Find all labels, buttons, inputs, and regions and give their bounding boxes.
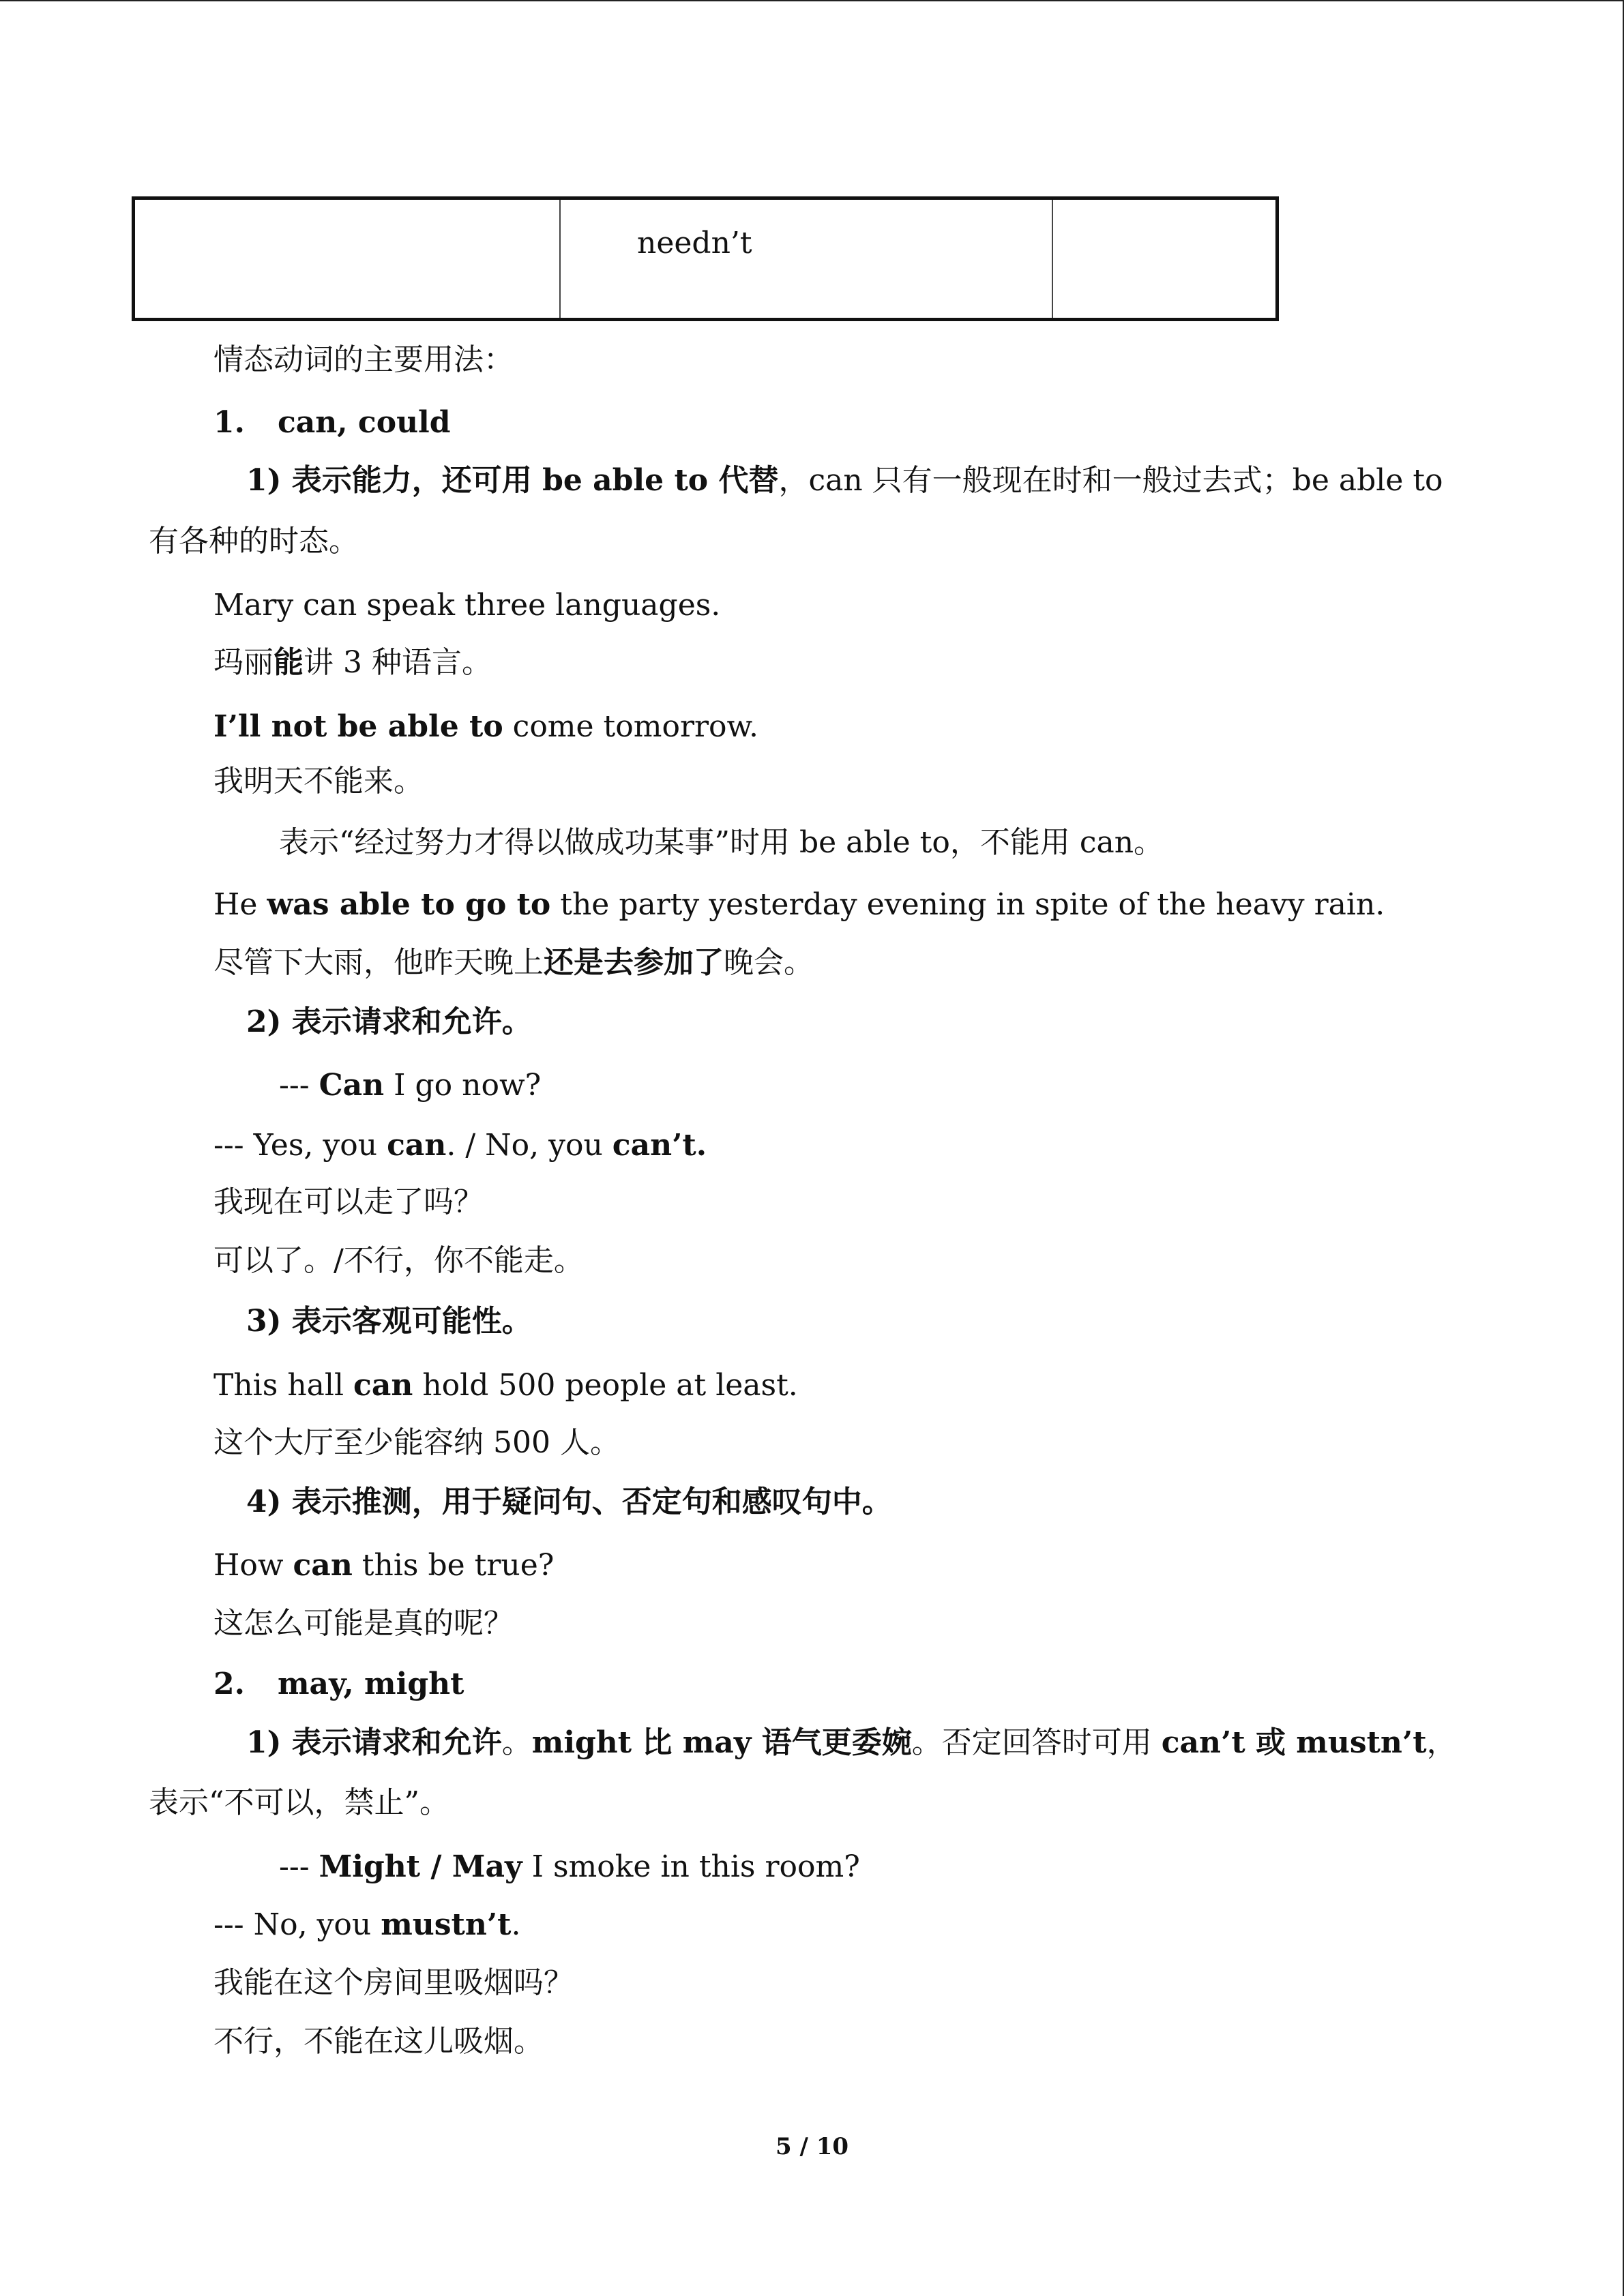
text-run: --- [279,1068,319,1103]
text-line [213,586,720,625]
text-run: 情态动词的主要用法： [213,342,514,377]
text-line [213,644,492,682]
text-run: 这怎么可能是真的呢？ [213,1606,514,1641]
text-run: 4) 表示推测，用于疑问句、否定句和感叹句中。 [246,1485,892,1519]
text-line [246,1302,532,1341]
text-run: 表示“经过努力才得以做成功某事”时用 be able to，不能用 can。 [279,825,1164,860]
text-run: can’t. [612,1128,707,1163]
text-run: ， [1426,1725,1457,1760]
text-run: I smoke in this room? [522,1849,860,1884]
page-number: 5 / 10 [775,2133,849,2160]
text-line [213,1127,707,1165]
text-run: 不行，不能在这儿吸烟。 [213,2024,544,2059]
table-fragment [132,196,1279,321]
text-run: may, might [278,1667,464,1701]
text-line [213,1367,798,1405]
text-run: --- Yes, you [213,1128,387,1163]
text-run: He [213,887,267,922]
text-line [213,1964,574,2002]
list-number: 2. [213,1667,245,1701]
text-line [213,404,451,442]
text-run: Can [319,1068,385,1103]
text-line [213,2023,544,2061]
text-line [279,1848,860,1886]
text-run: 能 [274,645,304,680]
text-run: This hall [213,1368,354,1403]
text-line [213,1906,521,1944]
text-run: 我现在可以走了吗？ [213,1184,484,1219]
text-run: was able to go to [267,887,551,922]
text-run: can’t 或 mustn’t [1161,1725,1427,1760]
text-run: can [293,1548,353,1583]
text-run: Mary can speak three languages. [213,588,721,623]
text-run: 。否定回答时可用 [911,1725,1162,1760]
text-line [213,762,424,801]
text-run: 。 [501,1725,532,1760]
text-run: 讲 3 种语言。 [304,645,492,680]
text-run: I’ll not be able to [213,709,503,744]
text-line [213,341,514,379]
text-line [213,1547,554,1585]
text-line [213,1242,584,1280]
text-line [213,1424,620,1462]
table-row [134,198,1278,320]
table-cell [134,198,561,320]
text-line [213,944,814,982]
list-number: 1. [213,405,245,440]
text-line [279,824,1164,862]
text-run: 可以了。/不行，你不能走。 [213,1243,584,1278]
text-run: 1) 表示请求和允许 [246,1725,502,1760]
text-run: can [387,1128,447,1163]
text-line [279,1067,541,1105]
text-run: --- [279,1849,319,1884]
text-run: hold 500 people at least. [413,1368,798,1403]
text-run: --- No, you [213,1907,381,1942]
text-run: Might / May [319,1849,522,1884]
text-run: 还是去参加了 [544,945,724,980]
text-run: can [353,1368,413,1403]
text-run: . / No, you [446,1128,612,1163]
text-line [149,522,359,561]
text-run: 有各种的时态。 [149,524,359,558]
text-run: mustn’t [381,1907,512,1942]
text-line [213,1605,514,1643]
text-line [213,1665,464,1703]
text-run: come tomorrow. [503,709,758,744]
text-run: 表示“不可以，禁止”。 [149,1785,449,1820]
text-run: ，can 只有一般现在时和一般过去式；be able to [778,463,1443,498]
text-run: 2) 表示请求和允许。 [246,1004,532,1039]
text-line [246,1724,1457,1762]
text-run: I go now? [384,1068,542,1103]
text-line [246,462,1443,500]
text-run: might 比 may 语气更委婉 [531,1725,912,1760]
text-line [149,1784,449,1822]
text-run: 玛丽 [213,645,274,680]
text-run: . [511,1907,521,1942]
page-top-border [0,0,1624,1]
text-run: How [213,1548,293,1583]
text-run: the party yesterday evening in spite of the heavy rain. [550,887,1385,922]
text-run: 我明天不能来。 [213,764,424,799]
text-run: 我能在这个房间里吸烟吗？ [213,1965,574,2000]
text-run: can, could [278,405,451,440]
text-line [213,886,1385,924]
text-line [246,1483,892,1521]
text-run: 3) 表示客观可能性。 [246,1304,532,1339]
table-cell: needn’t [560,198,1052,320]
text-run: 晚会。 [724,945,814,980]
text-run: this be true? [352,1548,555,1583]
text-run: 尽管下大雨，他昨天晚上 [213,945,544,980]
table-cell [1052,198,1278,320]
text-line [246,1003,532,1041]
text-line [213,1183,484,1221]
text-line [213,708,758,746]
text-run: 这个大厅至少能容纳 500 人。 [213,1425,620,1460]
text-run: 1) 表示能力，还可用 be able to 代替 [246,463,779,498]
